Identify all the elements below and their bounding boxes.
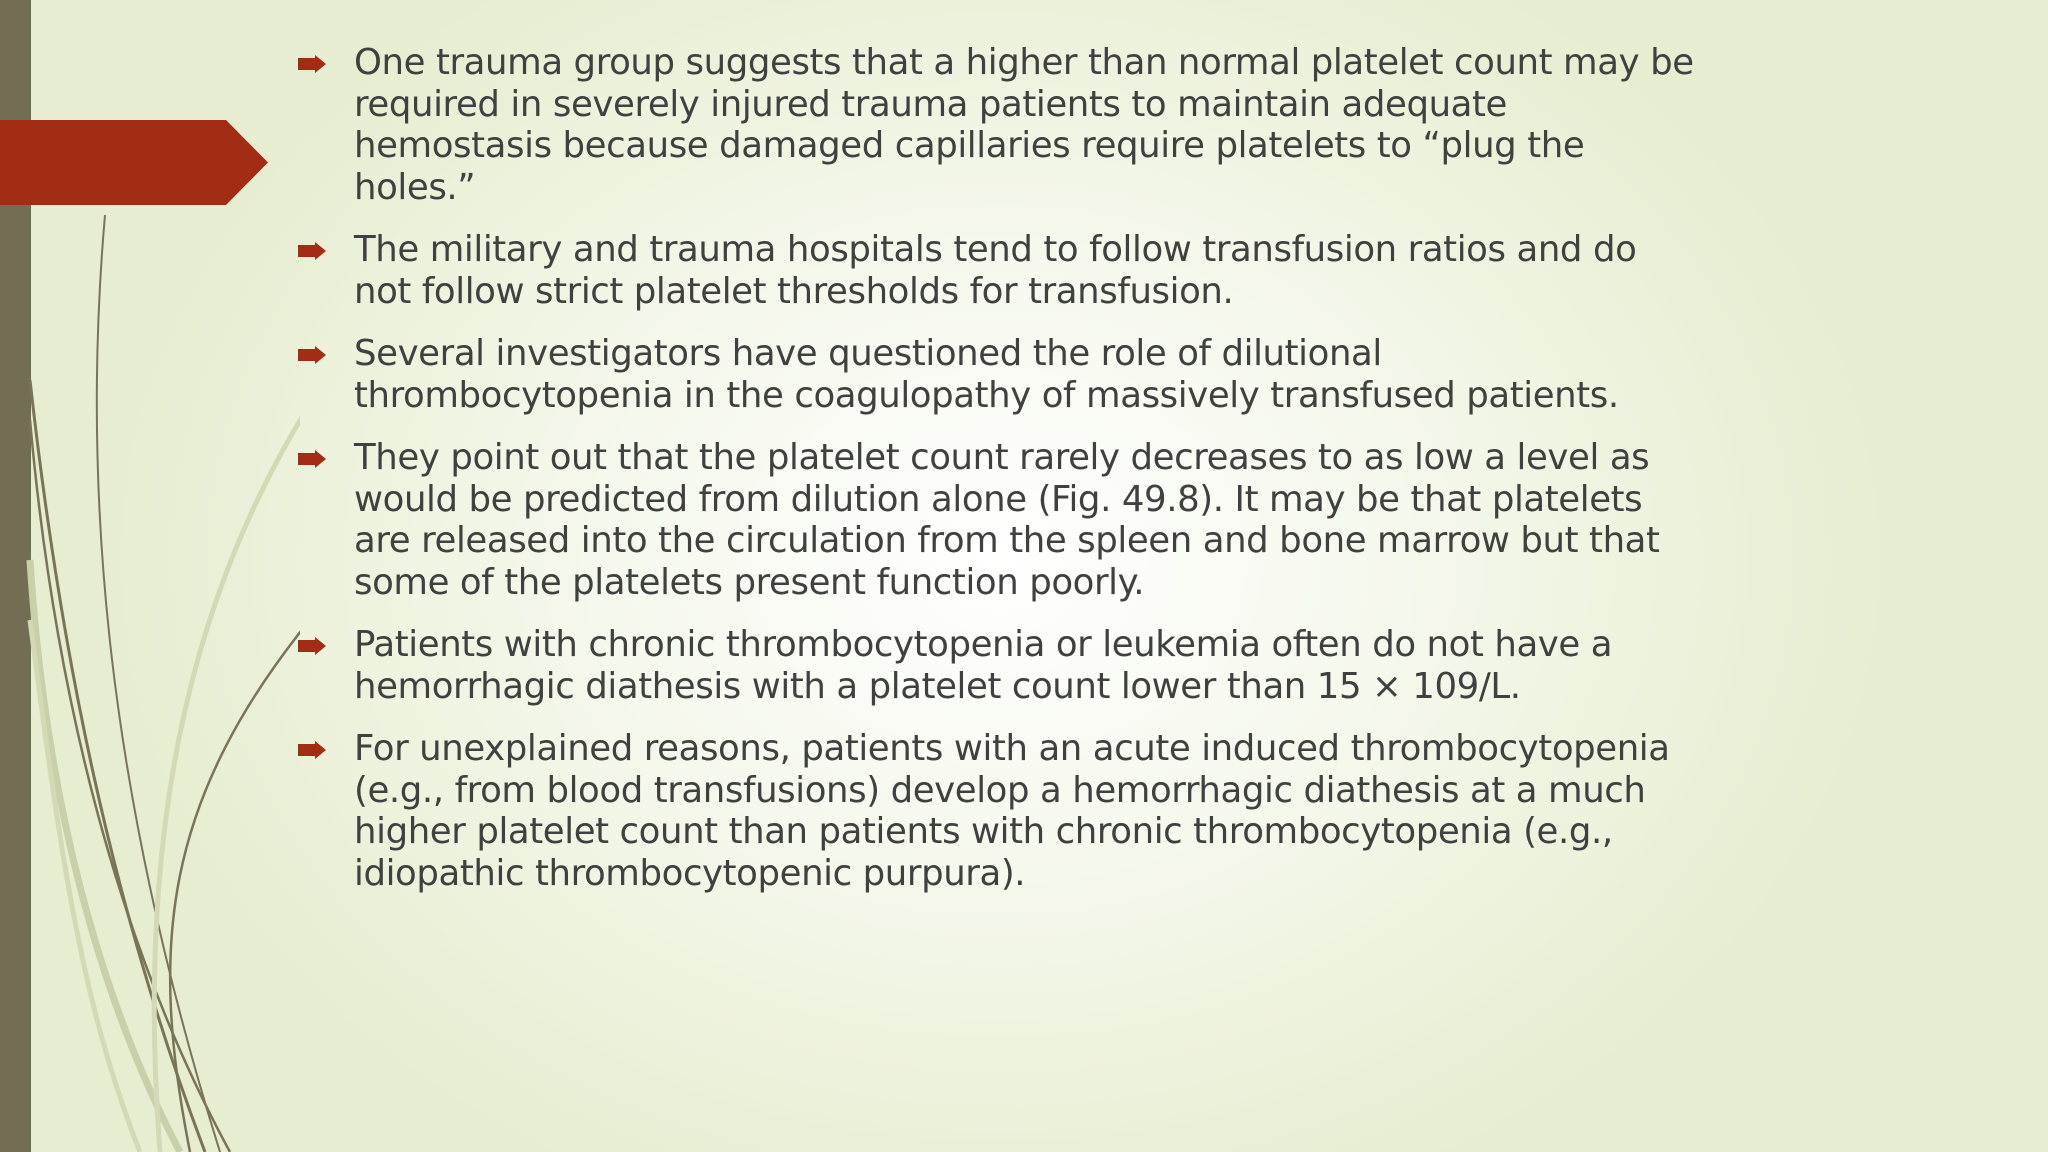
bullet-item — [296, 42, 1696, 208]
arrow-bullet-icon — [298, 741, 328, 759]
bullet-item — [296, 333, 1696, 416]
arrow-bullet-icon — [298, 450, 328, 468]
bullet-item — [296, 229, 1696, 312]
arrow-bullet-icon — [298, 346, 328, 364]
arrow-bullet-icon — [298, 637, 328, 655]
bullet-list — [296, 42, 1696, 915]
arrow-bullet-icon — [298, 55, 328, 73]
bullet-item — [296, 437, 1696, 603]
bullet-item — [296, 624, 1696, 707]
bullet-text: The military and trauma hospitals tend to follow transfusion ratios and do not follow strict platelet thresholds for transfusion. — [354, 229, 1637, 312]
bullet-text: They point out that the platelet count rarely decreases to as low a level as would be predicted from dilution alone (Fig. 49.8). It may be that platelets are released into the circulation from the spleen and bone marrow but that some of the platelets present function poorly. — [354, 437, 1660, 603]
bullet-text: Patients with chronic thrombocytopenia or leukemia often do not have a hemorrhagic diathesis with a platelet count lower than 15 × 109/L. — [354, 624, 1613, 707]
bullet-item — [296, 728, 1696, 894]
bullet-text: For unexplained reasons, patients with an acute induced thrombocytopenia (e.g., from blood transfusions) develop a hemorrhagic diathesis at a much higher platelet count than patients with chronic thrombocytopenia (e.g., idiopathic thrombocytopenic purpura). — [354, 728, 1670, 894]
bullet-text: One trauma group suggests that a higher than normal platelet count may be required in severely injured trauma patients to maintain adequate hemostasis because damaged capillaries require platelets to “plug the holes.” — [354, 42, 1694, 208]
bullet-text: Several investigators have questioned the role of dilutional thrombocytopenia in the coagulopathy of massively transfused patients. — [354, 333, 1619, 416]
red-arrow-tab — [0, 120, 268, 205]
arrow-bullet-icon — [298, 242, 328, 260]
